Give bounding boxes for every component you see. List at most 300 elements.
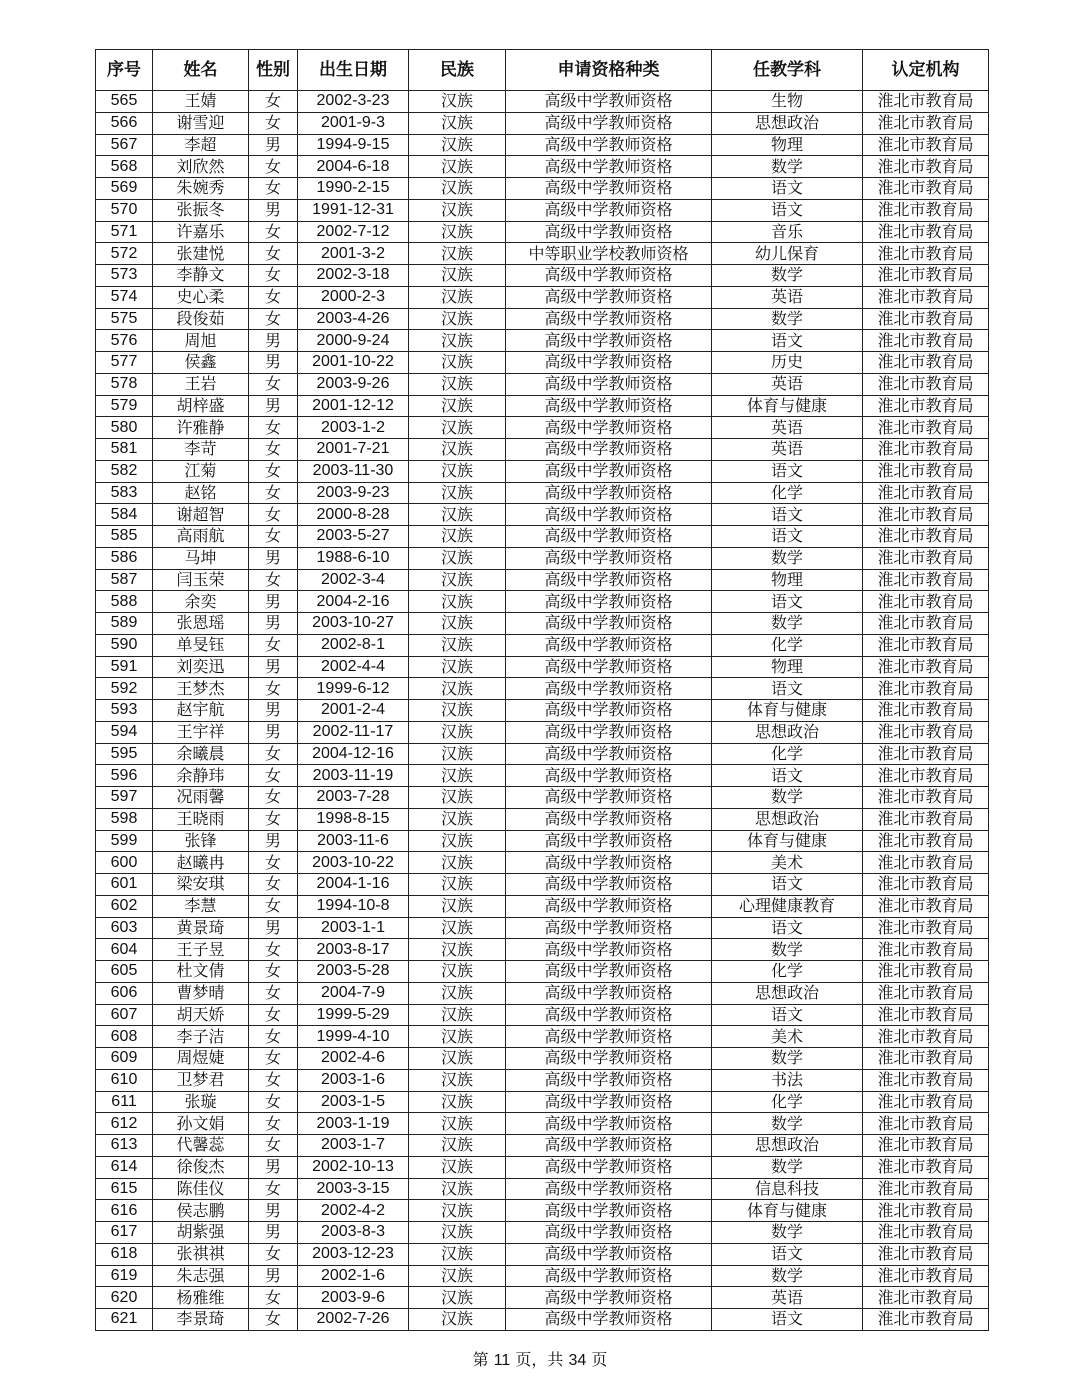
cell-qualification: 高级中学教师资格 bbox=[506, 808, 712, 830]
header-cell: 姓名 bbox=[153, 50, 249, 91]
cell-authority: 淮北市教育局 bbox=[863, 1156, 989, 1178]
cell-subject: 数学 bbox=[712, 265, 863, 287]
certification-table bbox=[95, 49, 989, 1331]
cell-birthdate: 2002-7-12 bbox=[298, 221, 409, 243]
cell-authority: 淮北市教育局 bbox=[863, 874, 989, 896]
table-row bbox=[96, 1004, 989, 1026]
table-row bbox=[96, 591, 989, 613]
cell-authority: 淮北市教育局 bbox=[863, 91, 989, 113]
cell-gender: 女 bbox=[249, 961, 298, 983]
table-row bbox=[96, 526, 989, 548]
cell-birthdate: 2003-1-2 bbox=[298, 417, 409, 439]
header-cell: 序号 bbox=[96, 50, 153, 91]
cell-birthdate: 2003-12-23 bbox=[298, 1243, 409, 1265]
table-row bbox=[96, 808, 989, 830]
cell-qualification: 高级中学教师资格 bbox=[506, 721, 712, 743]
cell-ethnicity: 汉族 bbox=[409, 221, 506, 243]
cell-ethnicity: 汉族 bbox=[409, 482, 506, 504]
cell-qualification: 高级中学教师资格 bbox=[506, 1200, 712, 1222]
cell-gender: 女 bbox=[249, 243, 298, 265]
cell-gender: 女 bbox=[249, 265, 298, 287]
cell-authority: 淮北市教育局 bbox=[863, 982, 989, 1004]
cell-authority: 淮北市教育局 bbox=[863, 504, 989, 526]
cell-birthdate: 2003-11-6 bbox=[298, 830, 409, 852]
footer-middle: 页，共 bbox=[515, 1350, 564, 1369]
cell-ethnicity: 汉族 bbox=[409, 721, 506, 743]
table-row bbox=[96, 395, 989, 417]
cell-qualification: 高级中学教师资格 bbox=[506, 134, 712, 156]
cell-ethnicity: 汉族 bbox=[409, 156, 506, 178]
cell-subject: 英语 bbox=[712, 439, 863, 461]
cell-name: 刘奕迅 bbox=[153, 656, 249, 678]
cell-name: 许雅静 bbox=[153, 417, 249, 439]
cell-name: 李静文 bbox=[153, 265, 249, 287]
cell-qualification: 高级中学教师资格 bbox=[506, 265, 712, 287]
cell-serial: 603 bbox=[96, 917, 153, 939]
cell-birthdate: 1988-6-10 bbox=[298, 547, 409, 569]
cell-gender: 男 bbox=[249, 547, 298, 569]
table-row bbox=[96, 134, 989, 156]
cell-authority: 淮北市教育局 bbox=[863, 1309, 989, 1331]
cell-name: 侯志鹏 bbox=[153, 1200, 249, 1222]
cell-name: 许嘉乐 bbox=[153, 221, 249, 243]
cell-authority: 淮北市教育局 bbox=[863, 700, 989, 722]
cell-qualification: 高级中学教师资格 bbox=[506, 1222, 712, 1244]
cell-qualification: 高级中学教师资格 bbox=[506, 591, 712, 613]
cell-ethnicity: 汉族 bbox=[409, 1135, 506, 1157]
cell-subject: 思想政治 bbox=[712, 808, 863, 830]
cell-subject: 英语 bbox=[712, 417, 863, 439]
table-row bbox=[96, 439, 989, 461]
header-cell: 认定机构 bbox=[863, 50, 989, 91]
cell-subject: 心理健康教育 bbox=[712, 895, 863, 917]
cell-name: 赵宇航 bbox=[153, 700, 249, 722]
cell-qualification: 高级中学教师资格 bbox=[506, 1113, 712, 1135]
cell-authority: 淮北市教育局 bbox=[863, 417, 989, 439]
cell-birthdate: 1990-2-15 bbox=[298, 178, 409, 200]
cell-authority: 淮北市教育局 bbox=[863, 1222, 989, 1244]
cell-ethnicity: 汉族 bbox=[409, 678, 506, 700]
cell-serial: 599 bbox=[96, 830, 153, 852]
cell-subject: 数学 bbox=[712, 156, 863, 178]
cell-authority: 淮北市教育局 bbox=[863, 830, 989, 852]
cell-name: 李苛 bbox=[153, 439, 249, 461]
cell-gender: 女 bbox=[249, 439, 298, 461]
cell-gender: 女 bbox=[249, 787, 298, 809]
cell-authority: 淮北市教育局 bbox=[863, 395, 989, 417]
cell-qualification: 高级中学教师资格 bbox=[506, 395, 712, 417]
cell-qualification: 高级中学教师资格 bbox=[506, 460, 712, 482]
cell-subject: 语文 bbox=[712, 1243, 863, 1265]
cell-subject: 语文 bbox=[712, 178, 863, 200]
cell-serial: 591 bbox=[96, 656, 153, 678]
cell-authority: 淮北市教育局 bbox=[863, 352, 989, 374]
cell-serial: 621 bbox=[96, 1309, 153, 1331]
cell-gender: 女 bbox=[249, 221, 298, 243]
table-row bbox=[96, 961, 989, 983]
cell-qualification: 中等职业学校教师资格 bbox=[506, 243, 712, 265]
cell-birthdate: 2002-7-26 bbox=[298, 1309, 409, 1331]
cell-birthdate: 2003-8-3 bbox=[298, 1222, 409, 1244]
table-row bbox=[96, 1309, 989, 1331]
table-row bbox=[96, 700, 989, 722]
table-row bbox=[96, 178, 989, 200]
cell-qualification: 高级中学教师资格 bbox=[506, 743, 712, 765]
cell-authority: 淮北市教育局 bbox=[863, 1004, 989, 1026]
cell-subject: 信息科技 bbox=[712, 1178, 863, 1200]
cell-authority: 淮北市教育局 bbox=[863, 1265, 989, 1287]
cell-name: 谢超智 bbox=[153, 504, 249, 526]
cell-gender: 女 bbox=[249, 460, 298, 482]
cell-name: 王岩 bbox=[153, 373, 249, 395]
cell-birthdate: 1999-6-12 bbox=[298, 678, 409, 700]
cell-serial: 592 bbox=[96, 678, 153, 700]
cell-qualification: 高级中学教师资格 bbox=[506, 569, 712, 591]
cell-name: 周旭 bbox=[153, 330, 249, 352]
table-row bbox=[96, 895, 989, 917]
cell-birthdate: 2004-6-18 bbox=[298, 156, 409, 178]
cell-subject: 体育与健康 bbox=[712, 700, 863, 722]
table-row bbox=[96, 373, 989, 395]
cell-name: 胡天娇 bbox=[153, 1004, 249, 1026]
cell-qualification: 高级中学教师资格 bbox=[506, 547, 712, 569]
cell-authority: 淮北市教育局 bbox=[863, 743, 989, 765]
cell-qualification: 高级中学教师资格 bbox=[506, 1156, 712, 1178]
cell-birthdate: 2003-5-28 bbox=[298, 961, 409, 983]
cell-subject: 化学 bbox=[712, 482, 863, 504]
cell-name: 段俊茹 bbox=[153, 308, 249, 330]
cell-subject: 思想政治 bbox=[712, 721, 863, 743]
header-cell: 民族 bbox=[409, 50, 506, 91]
cell-authority: 淮北市教育局 bbox=[863, 373, 989, 395]
cell-name: 张建悦 bbox=[153, 243, 249, 265]
cell-ethnicity: 汉族 bbox=[409, 330, 506, 352]
cell-gender: 女 bbox=[249, 1091, 298, 1113]
table-row bbox=[96, 460, 989, 482]
cell-authority: 淮北市教育局 bbox=[863, 308, 989, 330]
cell-serial: 575 bbox=[96, 308, 153, 330]
cell-subject: 化学 bbox=[712, 743, 863, 765]
cell-qualification: 高级中学教师资格 bbox=[506, 199, 712, 221]
table-row bbox=[96, 1135, 989, 1157]
cell-authority: 淮北市教育局 bbox=[863, 1287, 989, 1309]
cell-authority: 淮北市教育局 bbox=[863, 1026, 989, 1048]
cell-qualification: 高级中学教师资格 bbox=[506, 221, 712, 243]
cell-gender: 男 bbox=[249, 830, 298, 852]
cell-subject: 化学 bbox=[712, 634, 863, 656]
cell-name: 张祺祺 bbox=[153, 1243, 249, 1265]
cell-qualification: 高级中学教师资格 bbox=[506, 656, 712, 678]
cell-serial: 601 bbox=[96, 874, 153, 896]
cell-birthdate: 2002-4-2 bbox=[298, 1200, 409, 1222]
cell-subject: 语文 bbox=[712, 874, 863, 896]
table-row bbox=[96, 678, 989, 700]
cell-subject: 语文 bbox=[712, 504, 863, 526]
cell-gender: 女 bbox=[249, 1113, 298, 1135]
cell-serial: 604 bbox=[96, 939, 153, 961]
cell-birthdate: 2001-7-21 bbox=[298, 439, 409, 461]
cell-serial: 567 bbox=[96, 134, 153, 156]
cell-gender: 男 bbox=[249, 1156, 298, 1178]
table-row bbox=[96, 330, 989, 352]
cell-name: 李超 bbox=[153, 134, 249, 156]
cell-authority: 淮北市教育局 bbox=[863, 895, 989, 917]
cell-subject: 英语 bbox=[712, 1287, 863, 1309]
cell-subject: 体育与健康 bbox=[712, 395, 863, 417]
cell-name: 张振冬 bbox=[153, 199, 249, 221]
cell-birthdate: 2003-7-28 bbox=[298, 787, 409, 809]
cell-authority: 淮北市教育局 bbox=[863, 961, 989, 983]
table-row bbox=[96, 156, 989, 178]
cell-gender: 女 bbox=[249, 308, 298, 330]
page-footer bbox=[0, 1347, 1080, 1370]
cell-qualification: 高级中学教师资格 bbox=[506, 1135, 712, 1157]
cell-serial: 589 bbox=[96, 613, 153, 635]
cell-serial: 597 bbox=[96, 787, 153, 809]
cell-gender: 男 bbox=[249, 613, 298, 635]
cell-qualification: 高级中学教师资格 bbox=[506, 917, 712, 939]
cell-gender: 男 bbox=[249, 330, 298, 352]
cell-name: 王梦杰 bbox=[153, 678, 249, 700]
cell-serial: 611 bbox=[96, 1091, 153, 1113]
cell-name: 李慧 bbox=[153, 895, 249, 917]
cell-gender: 男 bbox=[249, 591, 298, 613]
cell-qualification: 高级中学教师资格 bbox=[506, 308, 712, 330]
cell-authority: 淮北市教育局 bbox=[863, 243, 989, 265]
cell-serial: 598 bbox=[96, 808, 153, 830]
cell-authority: 淮北市教育局 bbox=[863, 134, 989, 156]
cell-ethnicity: 汉族 bbox=[409, 808, 506, 830]
cell-subject: 物理 bbox=[712, 656, 863, 678]
cell-gender: 女 bbox=[249, 112, 298, 134]
table-row bbox=[96, 308, 989, 330]
cell-authority: 淮北市教育局 bbox=[863, 939, 989, 961]
cell-subject: 英语 bbox=[712, 286, 863, 308]
cell-ethnicity: 汉族 bbox=[409, 787, 506, 809]
cell-gender: 男 bbox=[249, 721, 298, 743]
table-row bbox=[96, 1265, 989, 1287]
table-row bbox=[96, 656, 989, 678]
cell-gender: 女 bbox=[249, 569, 298, 591]
cell-ethnicity: 汉族 bbox=[409, 1048, 506, 1070]
cell-serial: 570 bbox=[96, 199, 153, 221]
cell-subject: 音乐 bbox=[712, 221, 863, 243]
cell-ethnicity: 汉族 bbox=[409, 373, 506, 395]
cell-birthdate: 2002-1-6 bbox=[298, 1265, 409, 1287]
cell-birthdate: 2003-9-23 bbox=[298, 482, 409, 504]
cell-subject: 数学 bbox=[712, 1265, 863, 1287]
cell-gender: 女 bbox=[249, 634, 298, 656]
cell-qualification: 高级中学教师资格 bbox=[506, 1091, 712, 1113]
cell-authority: 淮北市教育局 bbox=[863, 1113, 989, 1135]
cell-qualification: 高级中学教师资格 bbox=[506, 482, 712, 504]
cell-gender: 女 bbox=[249, 1048, 298, 1070]
cell-birthdate: 2000-2-3 bbox=[298, 286, 409, 308]
cell-serial: 590 bbox=[96, 634, 153, 656]
cell-name: 胡紫强 bbox=[153, 1222, 249, 1244]
cell-qualification: 高级中学教师资格 bbox=[506, 1069, 712, 1091]
cell-subject: 数学 bbox=[712, 1222, 863, 1244]
cell-birthdate: 2001-2-4 bbox=[298, 700, 409, 722]
cell-serial: 607 bbox=[96, 1004, 153, 1026]
cell-authority: 淮北市教育局 bbox=[863, 156, 989, 178]
cell-serial: 614 bbox=[96, 1156, 153, 1178]
cell-authority: 淮北市教育局 bbox=[863, 221, 989, 243]
cell-authority: 淮北市教育局 bbox=[863, 1200, 989, 1222]
cell-serial: 587 bbox=[96, 569, 153, 591]
cell-subject: 书法 bbox=[712, 1069, 863, 1091]
cell-serial: 571 bbox=[96, 221, 153, 243]
cell-authority: 淮北市教育局 bbox=[863, 613, 989, 635]
cell-gender: 男 bbox=[249, 917, 298, 939]
cell-name: 马坤 bbox=[153, 547, 249, 569]
cell-ethnicity: 汉族 bbox=[409, 743, 506, 765]
cell-ethnicity: 汉族 bbox=[409, 765, 506, 787]
cell-birthdate: 2004-7-9 bbox=[298, 982, 409, 1004]
cell-ethnicity: 汉族 bbox=[409, 1265, 506, 1287]
cell-subject: 数学 bbox=[712, 547, 863, 569]
cell-subject: 语文 bbox=[712, 1004, 863, 1026]
cell-serial: 584 bbox=[96, 504, 153, 526]
cell-name: 梁安琪 bbox=[153, 874, 249, 896]
table-row bbox=[96, 265, 989, 287]
cell-birthdate: 2004-1-16 bbox=[298, 874, 409, 896]
cell-subject: 美术 bbox=[712, 1026, 863, 1048]
cell-name: 代馨蕊 bbox=[153, 1135, 249, 1157]
cell-subject: 化学 bbox=[712, 1091, 863, 1113]
cell-ethnicity: 汉族 bbox=[409, 460, 506, 482]
table-row bbox=[96, 830, 989, 852]
cell-qualification: 高级中学教师资格 bbox=[506, 1048, 712, 1070]
cell-authority: 淮北市教育局 bbox=[863, 286, 989, 308]
cell-gender: 女 bbox=[249, 852, 298, 874]
cell-ethnicity: 汉族 bbox=[409, 1309, 506, 1331]
cell-birthdate: 2002-4-4 bbox=[298, 656, 409, 678]
cell-gender: 女 bbox=[249, 678, 298, 700]
cell-gender: 女 bbox=[249, 504, 298, 526]
cell-gender: 女 bbox=[249, 1309, 298, 1331]
table-row bbox=[96, 1156, 989, 1178]
cell-qualification: 高级中学教师资格 bbox=[506, 852, 712, 874]
cell-ethnicity: 汉族 bbox=[409, 591, 506, 613]
cell-birthdate: 1994-10-8 bbox=[298, 895, 409, 917]
cell-birthdate: 2003-11-30 bbox=[298, 460, 409, 482]
cell-name: 高雨航 bbox=[153, 526, 249, 548]
cell-ethnicity: 汉族 bbox=[409, 526, 506, 548]
cell-subject: 物理 bbox=[712, 134, 863, 156]
cell-birthdate: 2003-8-17 bbox=[298, 939, 409, 961]
cell-ethnicity: 汉族 bbox=[409, 874, 506, 896]
cell-gender: 男 bbox=[249, 134, 298, 156]
cell-serial: 572 bbox=[96, 243, 153, 265]
cell-ethnicity: 汉族 bbox=[409, 830, 506, 852]
cell-qualification: 高级中学教师资格 bbox=[506, 286, 712, 308]
cell-name: 陈佳仪 bbox=[153, 1178, 249, 1200]
cell-authority: 淮北市教育局 bbox=[863, 569, 989, 591]
cell-gender: 女 bbox=[249, 939, 298, 961]
cell-subject: 体育与健康 bbox=[712, 1200, 863, 1222]
cell-gender: 女 bbox=[249, 743, 298, 765]
cell-qualification: 高级中学教师资格 bbox=[506, 91, 712, 113]
cell-qualification: 高级中学教师资格 bbox=[506, 787, 712, 809]
cell-birthdate: 2003-3-15 bbox=[298, 1178, 409, 1200]
cell-serial: 600 bbox=[96, 852, 153, 874]
cell-birthdate: 2000-9-24 bbox=[298, 330, 409, 352]
cell-serial: 596 bbox=[96, 765, 153, 787]
cell-name: 侯鑫 bbox=[153, 352, 249, 374]
cell-subject: 数学 bbox=[712, 1113, 863, 1135]
cell-authority: 淮北市教育局 bbox=[863, 547, 989, 569]
cell-subject: 数学 bbox=[712, 1156, 863, 1178]
cell-serial: 579 bbox=[96, 395, 153, 417]
cell-birthdate: 2003-1-19 bbox=[298, 1113, 409, 1135]
table-row bbox=[96, 917, 989, 939]
cell-ethnicity: 汉族 bbox=[409, 852, 506, 874]
cell-authority: 淮北市教育局 bbox=[863, 1135, 989, 1157]
cell-name: 徐俊杰 bbox=[153, 1156, 249, 1178]
cell-name: 曹梦晴 bbox=[153, 982, 249, 1004]
cell-qualification: 高级中学教师资格 bbox=[506, 678, 712, 700]
cell-ethnicity: 汉族 bbox=[409, 352, 506, 374]
cell-authority: 淮北市教育局 bbox=[863, 852, 989, 874]
cell-name: 黄景琦 bbox=[153, 917, 249, 939]
cell-birthdate: 2000-8-28 bbox=[298, 504, 409, 526]
cell-authority: 淮北市教育局 bbox=[863, 439, 989, 461]
cell-serial: 576 bbox=[96, 330, 153, 352]
cell-qualification: 高级中学教师资格 bbox=[506, 178, 712, 200]
cell-subject: 语文 bbox=[712, 526, 863, 548]
cell-subject: 数学 bbox=[712, 613, 863, 635]
cell-subject: 思想政治 bbox=[712, 112, 863, 134]
cell-qualification: 高级中学教师资格 bbox=[506, 613, 712, 635]
cell-gender: 男 bbox=[249, 656, 298, 678]
cell-ethnicity: 汉族 bbox=[409, 939, 506, 961]
cell-serial: 578 bbox=[96, 373, 153, 395]
cell-name: 闫玉荣 bbox=[153, 569, 249, 591]
table-row bbox=[96, 765, 989, 787]
cell-subject: 语文 bbox=[712, 591, 863, 613]
cell-name: 谢雪迎 bbox=[153, 112, 249, 134]
cell-gender: 女 bbox=[249, 373, 298, 395]
cell-name: 张恩瑶 bbox=[153, 613, 249, 635]
cell-name: 余奕 bbox=[153, 591, 249, 613]
cell-gender: 男 bbox=[249, 352, 298, 374]
cell-gender: 女 bbox=[249, 417, 298, 439]
cell-gender: 女 bbox=[249, 1026, 298, 1048]
cell-gender: 男 bbox=[249, 1222, 298, 1244]
header-cell: 申请资格种类 bbox=[506, 50, 712, 91]
cell-name: 刘欣然 bbox=[153, 156, 249, 178]
cell-name: 况雨馨 bbox=[153, 787, 249, 809]
cell-ethnicity: 汉族 bbox=[409, 1004, 506, 1026]
cell-serial: 616 bbox=[96, 1200, 153, 1222]
cell-serial: 602 bbox=[96, 895, 153, 917]
cell-qualification: 高级中学教师资格 bbox=[506, 330, 712, 352]
table-row bbox=[96, 1287, 989, 1309]
cell-authority: 淮北市教育局 bbox=[863, 765, 989, 787]
cell-birthdate: 2002-3-4 bbox=[298, 569, 409, 591]
cell-birthdate: 2003-1-5 bbox=[298, 1091, 409, 1113]
cell-gender: 男 bbox=[249, 1265, 298, 1287]
header-cell: 任教学科 bbox=[712, 50, 863, 91]
cell-authority: 淮北市教育局 bbox=[863, 1091, 989, 1113]
cell-name: 孙文娟 bbox=[153, 1113, 249, 1135]
cell-subject: 语文 bbox=[712, 765, 863, 787]
table-row bbox=[96, 874, 989, 896]
table-row bbox=[96, 286, 989, 308]
cell-ethnicity: 汉族 bbox=[409, 917, 506, 939]
cell-name: 卫梦君 bbox=[153, 1069, 249, 1091]
